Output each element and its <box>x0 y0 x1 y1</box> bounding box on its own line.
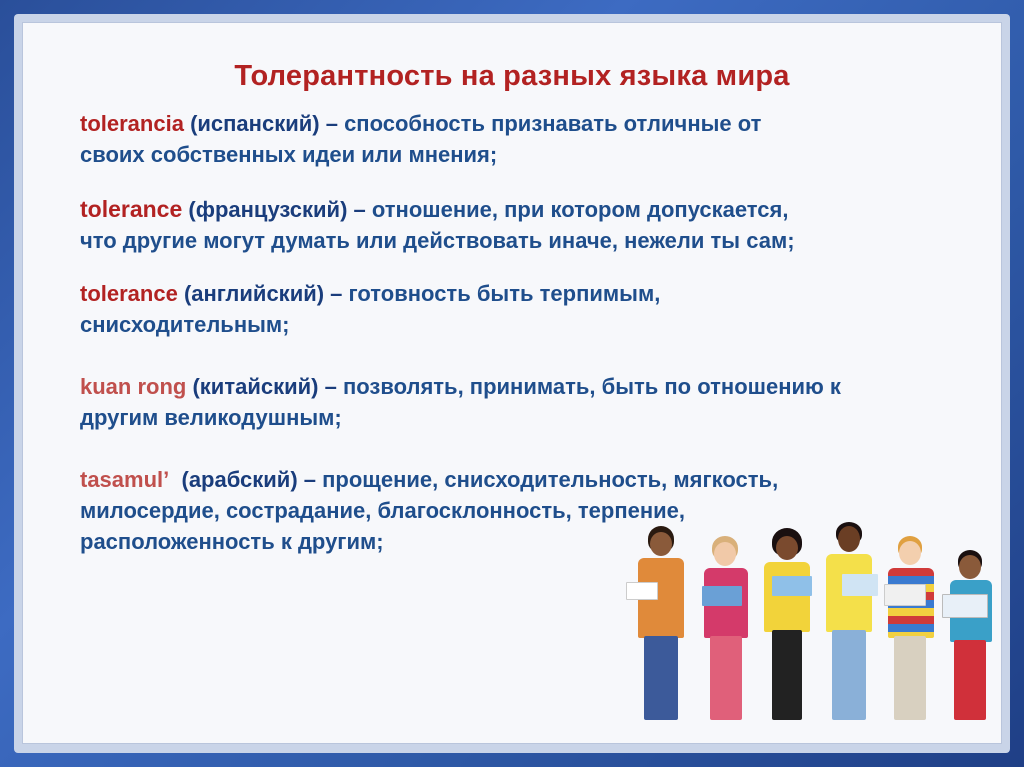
child-figure <box>630 526 690 726</box>
children-reading-image <box>610 522 1002 734</box>
entry-definition-line2: другим великодушным; <box>80 405 342 430</box>
entry-definition-line1: прощение, снисходительность, мягкость, <box>322 467 779 492</box>
slide <box>22 22 1002 744</box>
entry-term: tasamul’ <box>80 467 170 492</box>
entry-definition-line1: способность признавать отличные от <box>344 111 762 136</box>
entry-definition-line1: готовность быть терпимым, <box>348 281 661 306</box>
entry-definition-line2: снисходительным; <box>80 312 290 337</box>
entry-definition-line1: отношение, при котором допускается, <box>371 197 789 222</box>
entry-language: (испанский) – <box>190 111 338 136</box>
entry-language: (французский) – <box>188 197 366 222</box>
entry-definition-line2: милосердие, сострадание, благосклонность, терпение, <box>80 498 686 523</box>
entry-language: (китайский) – <box>192 374 337 399</box>
child-figure <box>696 536 754 726</box>
page-title: Толерантность на разных языка мира <box>234 60 790 92</box>
entry-definition-line3: расположенность к другим; <box>80 529 384 554</box>
entry-term: tolerance <box>80 281 178 306</box>
entry-french <box>80 194 980 256</box>
entry-chinese <box>80 371 980 433</box>
entry-term: tolerancia <box>80 111 184 136</box>
child-figure <box>880 536 940 726</box>
entry-language: (арабский) – <box>181 467 317 492</box>
entry-definition-line2: своих собственных идеи или мнения; <box>80 142 498 167</box>
child-figure <box>942 550 998 726</box>
entry-term: tolerance <box>80 196 183 222</box>
entry-definition-line1: позволять, принимать, быть по отношению к <box>342 374 841 399</box>
entry-term: kuan rong <box>80 374 187 399</box>
entry-definition-line2: что другие могут думать или действовать иначе, нежели ты сам; <box>80 228 795 253</box>
child-figure <box>818 522 878 726</box>
entry-language: (английский) – <box>183 281 343 306</box>
entry-english <box>80 278 980 340</box>
entry-spanish <box>80 108 980 170</box>
child-figure <box>758 528 816 726</box>
